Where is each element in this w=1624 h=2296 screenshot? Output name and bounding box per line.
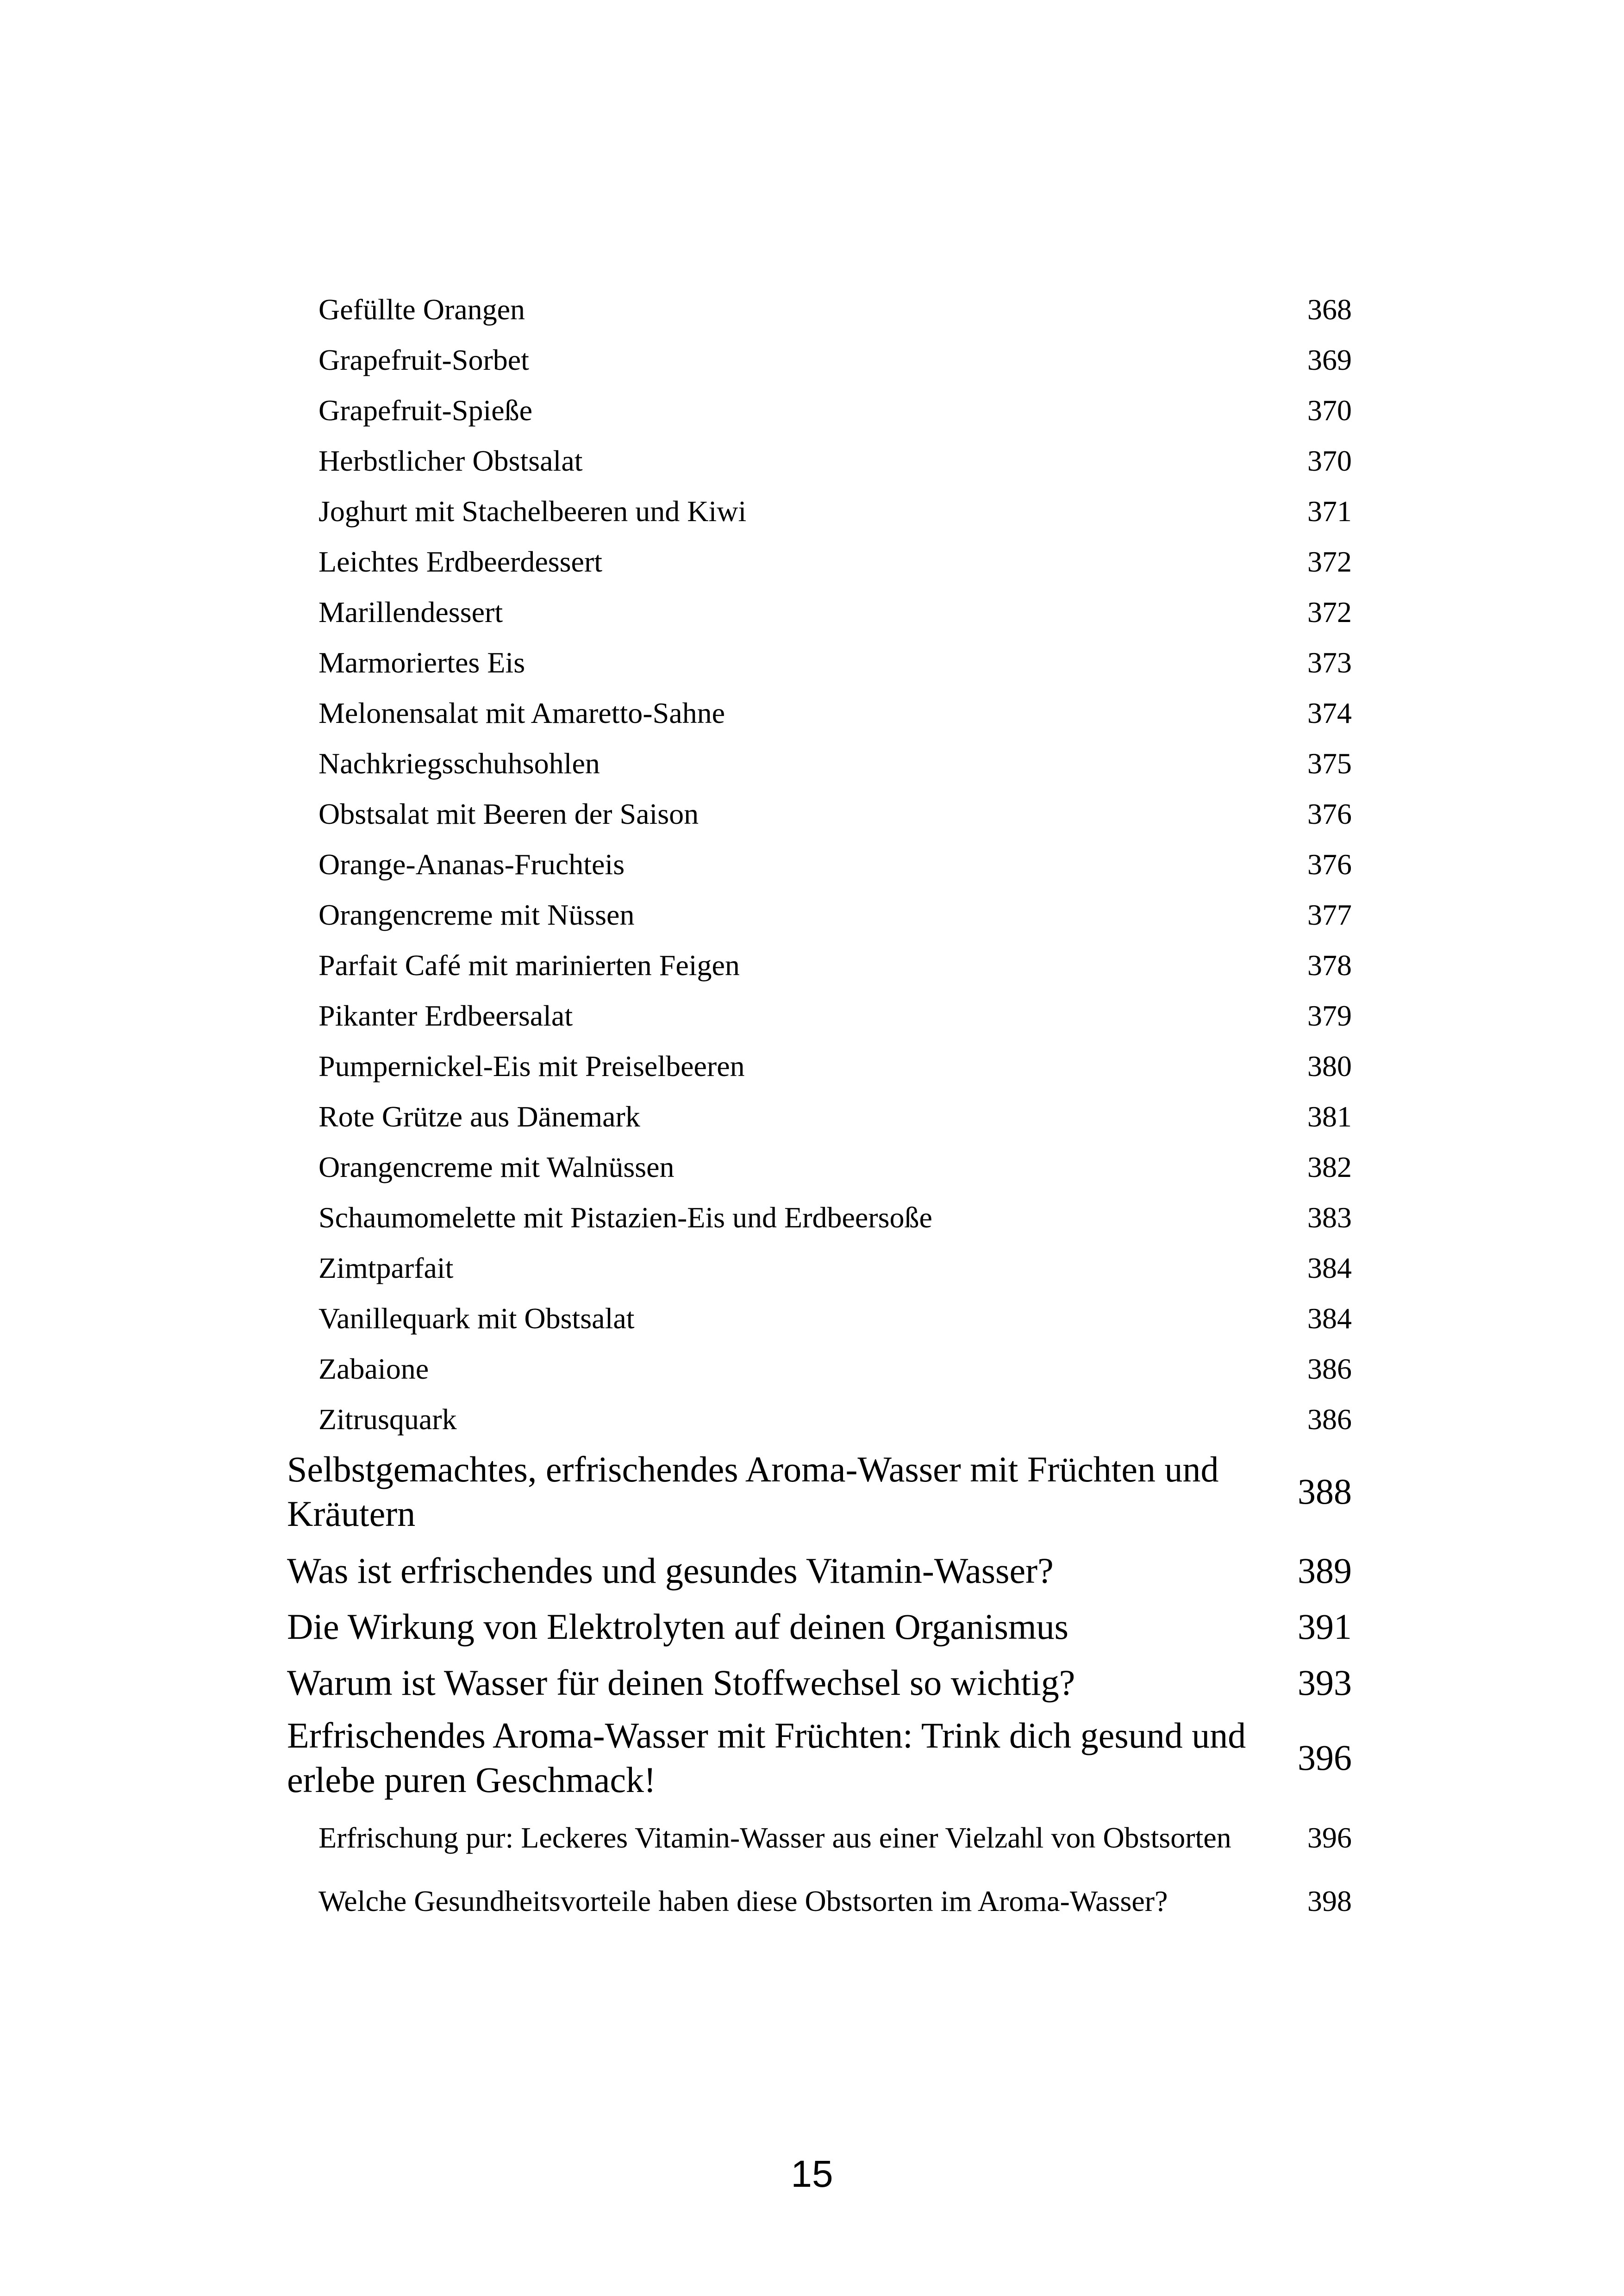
toc-entry-title: Parfait Café mit marinierten Feigen (319, 948, 740, 982)
toc-entry[interactable] (287, 284, 1352, 335)
toc-entry-page: 379 (1307, 999, 1352, 1032)
toc-entry[interactable] (287, 1809, 1352, 1872)
toc-entry-title: Obstsalat mit Beeren der Saison (319, 797, 699, 830)
toc-entry-title: Grapefruit-Sorbet (319, 343, 529, 376)
table-of-contents (287, 284, 1352, 1935)
toc-entry[interactable] (287, 486, 1352, 536)
toc-entry-title: Warum ist Wasser für deinen Stoffwechsel so wichtig? (287, 1662, 1075, 1703)
toc-chapter-entry[interactable] (287, 1444, 1352, 1543)
toc-entry[interactable] (287, 1192, 1352, 1243)
toc-entry-title: Grapefruit-Spieße (319, 393, 533, 427)
toc-entry[interactable] (287, 587, 1352, 637)
toc-entry-title: Erfrischendes Aroma-Wasser mit Früchten: Trink dich gesund und erlebe puren Geschmack! (287, 1715, 1246, 1800)
toc-entry[interactable] (287, 536, 1352, 587)
toc-entry-page: 376 (1307, 797, 1352, 830)
toc-entry[interactable] (287, 385, 1352, 436)
toc-entry-title: Erfrischung pur: Leckeres Vitamin-Wasser aus einer Vielzahl von Obstsorten (319, 1821, 1231, 1854)
toc-entry[interactable] (287, 1394, 1352, 1444)
toc-entry-page: 388 (1298, 1471, 1352, 1512)
toc-entry-title: Nachkriegsschuhsohlen (319, 747, 600, 780)
toc-entry[interactable] (287, 839, 1352, 890)
toc-entry-page: 398 (1307, 1884, 1352, 1917)
toc-entry-page: 372 (1307, 595, 1352, 628)
toc-entry-page: 374 (1307, 696, 1352, 729)
toc-entry-page: 384 (1307, 1301, 1352, 1335)
toc-entry-title: Herbstlicher Obstsalat (319, 444, 583, 477)
toc-entry-title: Zitrusquark (319, 1402, 457, 1436)
toc-entry-title: Pumpernickel-Eis mit Preiselbeeren (319, 1049, 745, 1083)
toc-entry[interactable] (287, 890, 1352, 940)
toc-entry[interactable] (287, 1243, 1352, 1293)
toc-entry-page: 384 (1307, 1251, 1352, 1284)
toc-entry-page: 396 (1298, 1737, 1352, 1778)
toc-entry-page: 381 (1307, 1100, 1352, 1133)
toc-entry-title: Vanillequark mit Obstsalat (319, 1301, 635, 1335)
toc-entry-page: 386 (1307, 1352, 1352, 1385)
toc-entry[interactable] (287, 1872, 1352, 1935)
toc-entry-page: 373 (1307, 646, 1352, 679)
toc-entry-page: 370 (1307, 393, 1352, 427)
toc-entry[interactable] (287, 1041, 1352, 1091)
toc-entry-title: Selbstgemachtes, erfrischendes Aroma-Wasser mit Früchten und Kräutern (287, 1449, 1219, 1534)
toc-entry-page: 383 (1307, 1201, 1352, 1234)
toc-entry[interactable] (287, 1091, 1352, 1142)
toc-chapter-entry[interactable] (287, 1711, 1352, 1809)
toc-entry[interactable] (287, 1344, 1352, 1394)
toc-entry-page: 382 (1307, 1150, 1352, 1183)
toc-entry-title: Marillendessert (319, 595, 503, 628)
toc-entry-page: 371 (1307, 494, 1352, 528)
toc-entry[interactable] (287, 688, 1352, 738)
toc-entry-title: Orange-Ananas-Fruchteis (319, 847, 625, 881)
toc-entry-page: 393 (1298, 1662, 1352, 1703)
page-number: 15 (791, 2153, 833, 2195)
toc-entry-page: 377 (1307, 898, 1352, 931)
toc-entry-title: Rote Grütze aus Dänemark (319, 1100, 640, 1133)
toc-entry-title: Orangencreme mit Walnüssen (319, 1150, 675, 1183)
toc-entry-title: Zimtparfait (319, 1251, 454, 1284)
toc-entry-page: 369 (1307, 343, 1352, 376)
toc-entry-page: 370 (1307, 444, 1352, 477)
toc-entry-title: Marmoriertes Eis (319, 646, 525, 679)
toc-entry[interactable] (287, 436, 1352, 486)
toc-entry-page: 391 (1298, 1606, 1352, 1647)
toc-entry-page: 380 (1307, 1049, 1352, 1083)
toc-entry-title: Gefüllte Orangen (319, 292, 525, 326)
toc-entry[interactable] (287, 738, 1352, 789)
toc-entry-page: 378 (1307, 948, 1352, 982)
toc-entry[interactable] (287, 940, 1352, 990)
toc-entry[interactable] (287, 789, 1352, 839)
toc-entry[interactable] (287, 1142, 1352, 1192)
toc-entry-page: 375 (1307, 747, 1352, 780)
toc-entry[interactable] (287, 1293, 1352, 1344)
toc-entry-title: Zabaione (319, 1352, 429, 1385)
toc-entry-page: 368 (1307, 292, 1352, 326)
toc-entry-title: Leichtes Erdbeerdessert (319, 545, 603, 578)
toc-entry-page: 372 (1307, 545, 1352, 578)
toc-entry-page: 376 (1307, 847, 1352, 881)
toc-entry[interactable] (287, 990, 1352, 1041)
toc-entry-title: Joghurt mit Stachelbeeren und Kiwi (319, 494, 747, 528)
toc-entry[interactable] (287, 335, 1352, 385)
toc-entry-title: Die Wirkung von Elektrolyten auf deinen Organismus (287, 1606, 1068, 1647)
toc-entry-page: 389 (1298, 1550, 1352, 1591)
toc-chapter-entry[interactable] (287, 1655, 1352, 1711)
toc-chapter-entry[interactable] (287, 1599, 1352, 1655)
toc-entry-page: 396 (1307, 1821, 1352, 1854)
toc-entry-title: Pikanter Erdbeersalat (319, 999, 573, 1032)
toc-entry-title: Melonensalat mit Amaretto-Sahne (319, 696, 725, 729)
toc-chapter-entry[interactable] (287, 1543, 1352, 1599)
toc-entry-title: Welche Gesundheitsvorteile haben diese Obstsorten im Aroma-Wasser? (319, 1884, 1168, 1917)
toc-entry-title: Schaumomelette mit Pistazien-Eis und Erdbeersoße (319, 1201, 932, 1234)
toc-entry[interactable] (287, 637, 1352, 688)
toc-entry-title: Orangencreme mit Nüssen (319, 898, 635, 931)
toc-entry-page: 386 (1307, 1402, 1352, 1436)
toc-entry-title: Was ist erfrischendes und gesundes Vitamin-Wasser? (287, 1550, 1054, 1591)
